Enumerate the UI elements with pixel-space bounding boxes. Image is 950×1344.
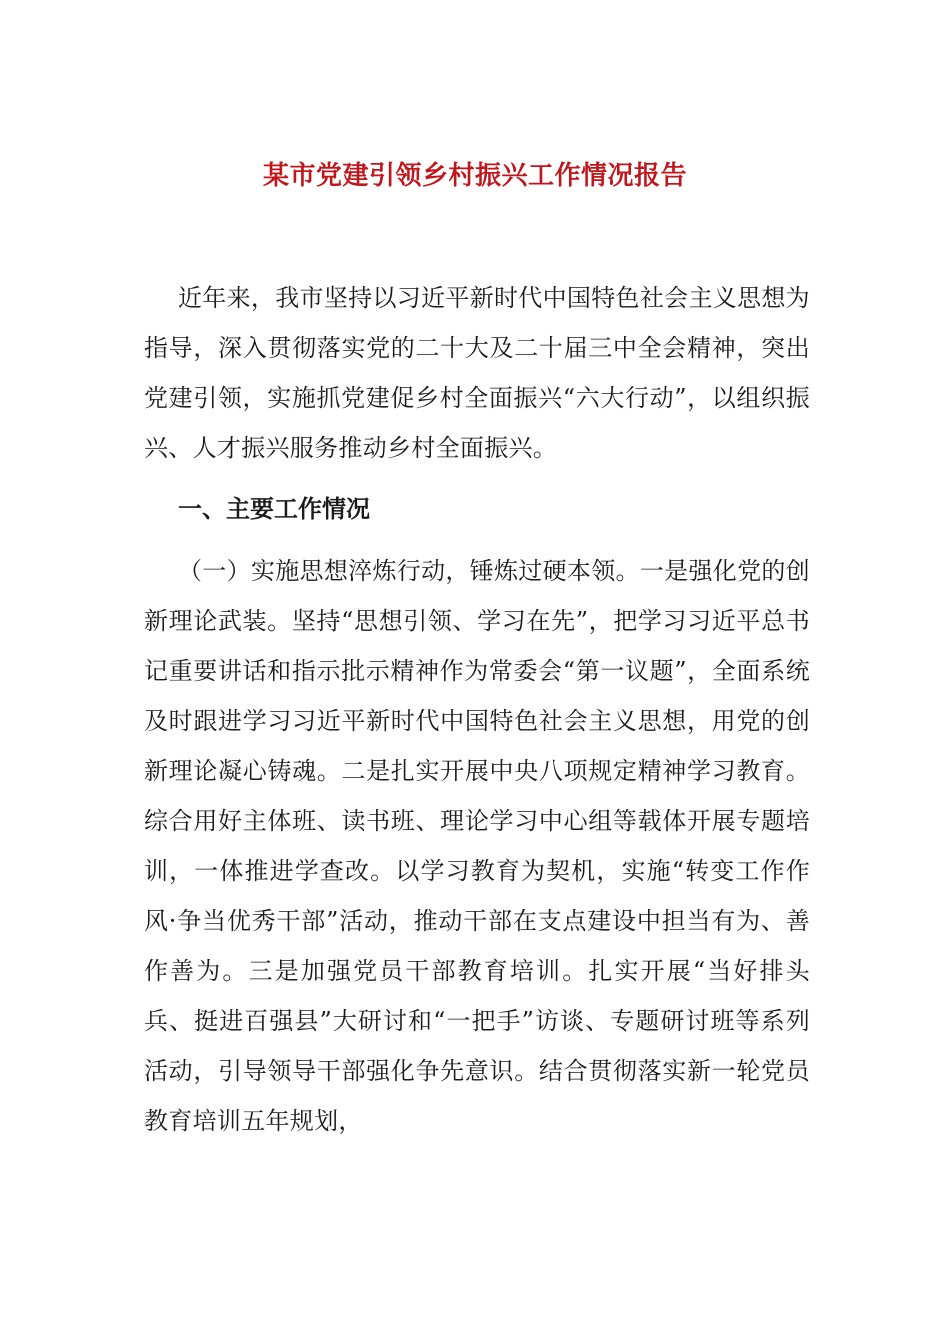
section-heading: 一、主要工作情况 [178, 495, 370, 523]
document-title: 某市党建引领乡村振兴工作情况报告 [262, 161, 687, 191]
section-paragraph: （一）实施思想淬炼行动，锤炼过硬本领。一是强化党的创新理论武装。坚持“思想引领、学习在先”，把学习习近平总书记重要讲话和指示批示精神作为常委会“第一议题”，全面系统及时跟进学习习近平新时代中国特色社会主义思想，用党的创新理论凝心铸魂。二是扎实开展中央八项规定精神学习教育。综合用好主体班、读书班、理论学习中心组等载体开展专题培训，一体推进学查改。以学习教育为契机，实施“转变工作作风·争当优秀干部”活动，推动干部在支点建设中担当有为、善作善为。三是加强党员干部教育培训。扎实开展“当好排头兵、挺进百强县”大研讨和“一把手”访谈、专题研讨班等系列活动，引导领导干部强化争先意识。结合贯彻落实新一轮党员教育培训五年规划， [144, 557, 810, 1135]
intro-paragraph: 近年来，我市坚持以习近平新时代中国特色社会主义思想为指导，深入贯彻落实党的二十大及二十届三中全会精神，突出党建引领，实施抓党建促乡村全面振兴“六大行动”，以组织振兴、人才振兴服务推动乡村全面振兴。 [144, 284, 810, 462]
